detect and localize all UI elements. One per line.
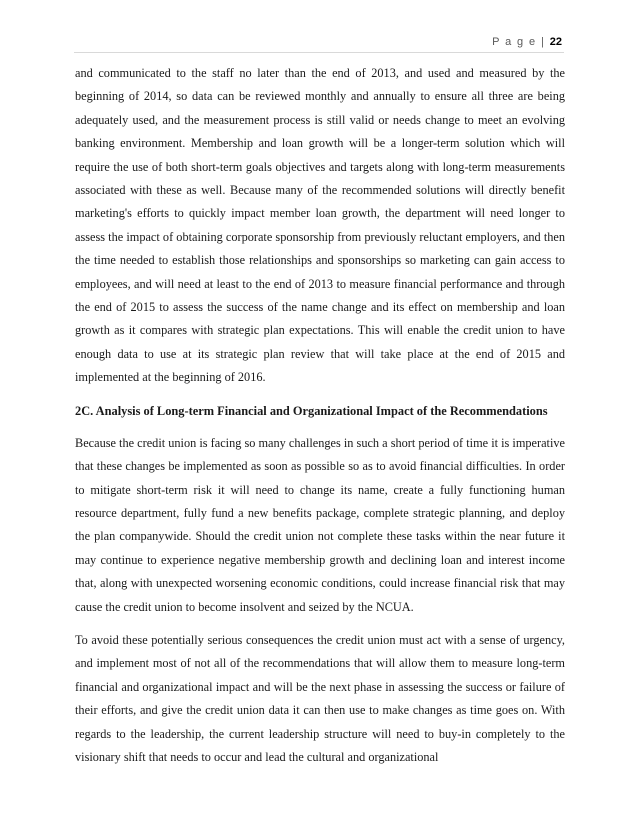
body-paragraph-2: Because the credit union is facing so many challenges in such a short period of time it is imperative that these changes be implemented as soon as possible so as to avoid financial difficulties. In order to mitigate short-term risk it will need to change its name, create a fully functioning human resource department, fully fund a new benefits package, complete strategic planning, and deploy the plan companywide. Should the credit union not complete these tasks within the near future it may continue to experience negative membership growth and declining loan and interest income that, along with unexpected worsening economic conditions, could increase financial risk that may cause the credit union to become insolvent and seized by the NCUA. [75,435,565,614]
body-paragraph-1: and communicated to the staff no later than the end of 2013, and used and measured by the beginning of 2014, so data can be reviewed monthly and annually to ensure all three are being adequately used, and the measurement process is still valid or needs change to meet an evolving banking environment. Membership and loan growth will be a longer-term solution which will require the use of both short-term goals objectives and targets along with long-term measurements associated with these as well. Because many of the recommended solutions will directly benefit marketing's efforts to quickly impact member loan growth, the department will need longer to assess the impact of obtaining corporate sponsorship from previously reluctant employers, and then the time needed to establish those relationships and sponsorships so marketing can gain access to employees, and will need at least to the end of 2013 to measure financial performance and through the end of 2015 to assess the success of the name change and its effect on membership and loan growth as it compares with strategic plan expectations. This will enable the credit union to have enough data to use at its strategic plan review that will take place at the end of 2015 and implemented at the beginning of 2016. [75,66,565,385]
page-header [0,36,562,48]
page-number: 22 [549,36,562,48]
page-separator: | [541,36,546,48]
page-label: P a g e [492,36,537,48]
section-heading: 2C. Analysis of Long-term Financial and Organizational Impact of the Recommendations [75,403,548,418]
header-rule [74,52,564,53]
body-paragraph-3: To avoid these potentially serious consequences the credit union must act with a sense of urgency, and implement most of not all of the recommendations that will allow them to measure long-term financial and organizational impact and will be the next phase in assessing the success or failure of their efforts, and give the credit union data it can then use to make changes as time goes on. With regards to the leadership, the current leadership structure will need to buy-in completely to the visionary shift that needs to occur and lead the cultural and organizational [75,632,565,764]
document-body [75,62,565,769]
